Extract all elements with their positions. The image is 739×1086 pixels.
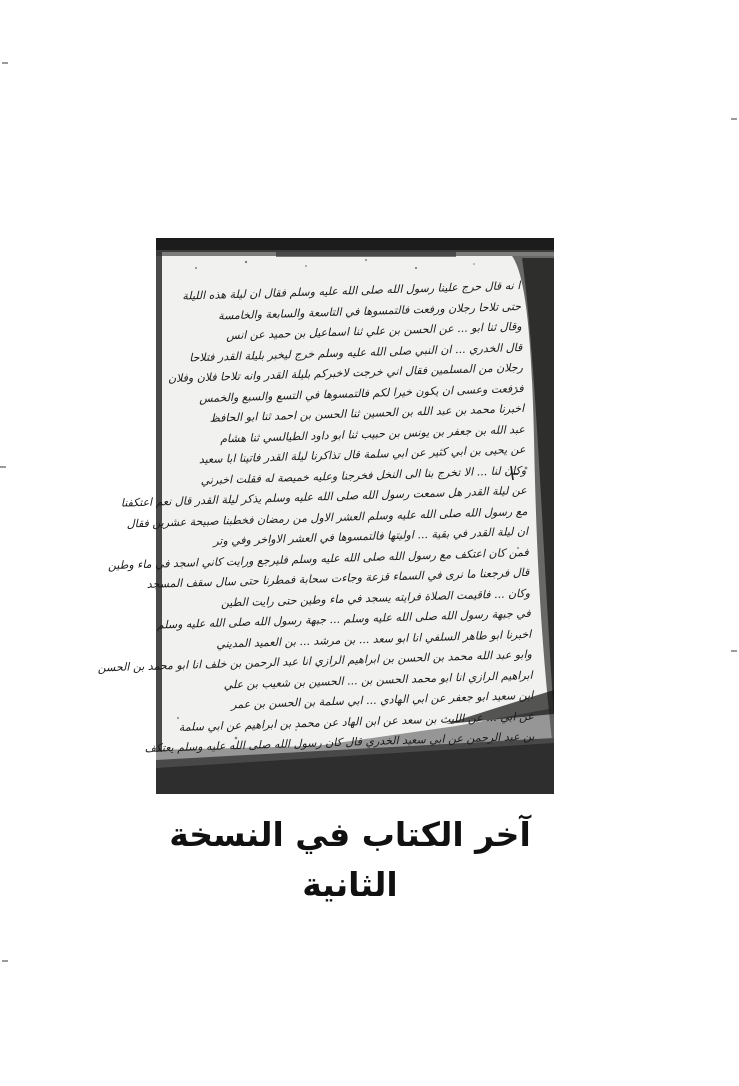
scan-speck: [0, 466, 6, 468]
manuscript-line: في جبهة رسول الله صلى الله عليه وسلم ... جبهة رسول الله صلى الله عليه وسلم: [156, 606, 531, 632]
manuscript-line: قال الخدري ... ان النبي صلى الله عليه وسلم خرج ليخبر بليلة القدر فتلاحا: [189, 340, 523, 364]
manuscript-line: عن ليلة القدر هل سمعت رسول الله صلى الله عليه وسلم يذكر ليلة القدر قال نعم اعتكفنا: [120, 483, 527, 510]
manuscript-line: ان ليلة القدر في بقية ... اوليتها فالتمسوها في العشر الاواخر وفي وتر: [213, 524, 529, 548]
manuscript-line: عبد الله بن جعفر بن يونس بن حبيب ثنا ابو داود الطيالسي ثنا هشام: [219, 422, 526, 445]
manuscript-line: ابراهيم الرازي انا ابو محمد الحسن بن ... الحسين بن شعيب بن علي: [223, 668, 533, 692]
manuscript-line: اخبرنا محمد بن عبد الله بن الحسين ثنا الحسن بن احمد ثنا ابو الحافظ: [209, 401, 525, 425]
manuscript-line: وقال ثنا ابو ... عن الحسن بن علي ثنا اسماعيل بن حميد عن انس: [225, 319, 522, 343]
manuscript-line: فمن كان اعتكف مع رسول الله صلى الله عليه وسلم فليرجع ورايت كاني اسجد في ماء وطين: [107, 545, 529, 572]
manuscript-line: اخبرنا ابو طاهر السلفي انا ابو سعد ... بن مرشد ... بن العميد المديني: [216, 627, 532, 651]
scan-speck: [2, 960, 8, 962]
scan-speck: [731, 650, 737, 652]
scan-speck: [2, 62, 8, 64]
manuscript-line: حتى تلاحا رجلان ورفعت فالتمسوها في التاسعة والسابعة والخامسة: [217, 299, 522, 322]
manuscript-line: عن ابي ... عن الليث بن سعد عن ابن الهاد عن محمد بن ابراهيم عن ابي سلمة: [178, 709, 535, 734]
manuscript-line: رجلان من المسلمين فقال اني خرجت لاخبركم بليلة القدر وانه تلاحا فلان وفلان: [167, 360, 524, 386]
manuscript-line: وكان لنا ... الا تخرج بنا الى النخل فخرجنا وعليه خميصة له فقلت اخبرني: [200, 463, 527, 487]
manuscript-line: ا نه قال حرج علينا رسول الله صلى الله عليه وسلم فقال ان ليلة هذه الليلة: [182, 278, 521, 303]
manuscript-line: وكان ... فاقيمت الصلاة فرايته يسجد في ماء وطين حتى رايت الطين: [220, 586, 531, 610]
manuscript-photo: [97, 238, 554, 794]
page-caption: آخر الكتاب في النسخة الثانية: [169, 815, 531, 904]
manuscript-line: ابن سعيد ابو جعفر عن ابي الهادي ... ابي سلمة بن الحسن بن عمر: [230, 688, 534, 712]
manuscript-line: فرفعت وعسى ان يكون خيرا لكم فالتمسوها في التسع والسبع والخمس: [198, 381, 524, 405]
manuscript-line: مع رسول الله صلى الله عليه وسلم العشر الاول من رمضان فخطبنا صبيحة عشرين فقال: [126, 504, 528, 530]
manuscript-line: وابو عبد الله محمد بن الحسن بن ابراهيم الرازي انا عبد الرحمن بن خلف انا ابو محمد بن الحسن: [97, 647, 533, 675]
manuscript-text: [97, 276, 535, 758]
manuscript-line: بن عبد الرحمن عن ابي سعيد الخدري قال كان رسول الله صلى الله عليه وسلم يعتكف: [144, 729, 535, 756]
manuscript-line: عن يحيى بن ابي كثير عن ابي سلمة قال تذاكرنا ليلة القدر فاتينا ابا سعيد: [198, 442, 526, 467]
manuscript-line: قال فرجعنا ما نرى في السماء قزعة وجاءت سحابة فمطرنا حتى سال سقف المسجد: [146, 565, 530, 591]
scan-speck: [731, 118, 737, 120]
